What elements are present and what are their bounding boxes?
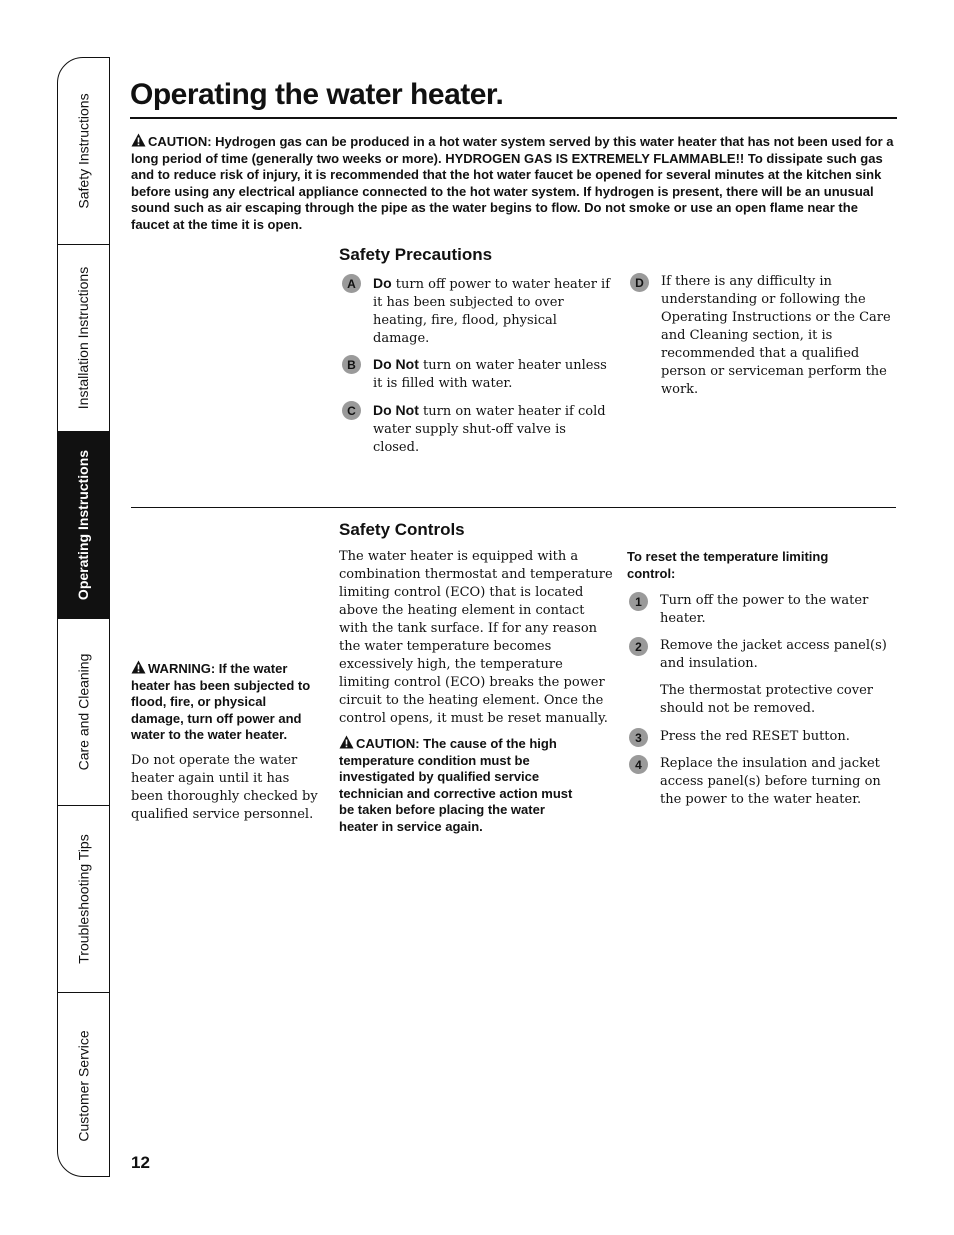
badge-c: C	[342, 401, 361, 420]
tab-customer-service[interactable]	[58, 993, 109, 1177]
tab-troubleshooting-tips[interactable]	[58, 806, 109, 993]
warning-note: Do not operate the water heater again until it has been thoroughly checked by qualified service personnel.	[131, 753, 318, 822]
section-divider	[131, 507, 896, 508]
precaution-item-c	[342, 401, 612, 455]
step-text: Turn off the power to the water heater.	[660, 593, 869, 626]
page-number: 12	[131, 1153, 150, 1172]
tab-operating-instructions[interactable]	[58, 432, 109, 619]
warning-text: WARNING: If the water heater has been subjected to flood, fire, or physical damage, turn off power and water to the water heater.	[131, 661, 311, 742]
badge-b: B	[342, 355, 361, 374]
reset-step-note: The thermostat protective cover should not be removed.	[660, 683, 874, 716]
item-text: turn off power to water heater if it has been subjected to over heating, fire, flood, physical damage.	[373, 277, 611, 346]
warning-block	[131, 660, 321, 744]
warning-triangle-icon	[339, 735, 354, 749]
precaution-item-a	[342, 274, 612, 346]
item-text: turn on water heater unless it is filled with water.	[373, 358, 607, 391]
reset-heading: To reset the temperature limiting control:	[627, 549, 829, 581]
reset-step-4	[629, 755, 899, 807]
page-title: Operating the water heater.	[130, 78, 504, 111]
step-text: Replace the insulation and jacket access panel(s) before turning on the power to the water heater.	[660, 756, 881, 807]
tab-label: Troubleshooting Tips	[75, 834, 92, 964]
tab-label: Customer Service	[75, 1029, 92, 1142]
warning-triangle-icon	[131, 660, 146, 674]
warning-triangle-icon	[131, 133, 146, 147]
item-lead: Do Not	[373, 402, 419, 418]
tab-label: Installation Instructions	[75, 266, 92, 410]
side-tab-bar	[57, 57, 110, 1177]
badge-d: D	[630, 273, 649, 292]
tab-label: Operating Instructions	[75, 449, 92, 601]
step-text: Press the red RESET button.	[660, 729, 850, 744]
tab-care-and-cleaning[interactable]	[58, 619, 109, 806]
item-text: turn on water heater if cold water supply shut-off valve is closed.	[373, 404, 606, 455]
safety-controls-body: The water heater is equipped with a combination thermostat and temperature limiting control (ECO) that is located above the heating element in contact with the tank surface. If for any reason the water temperature becomes excessively high, the temperature limiting control (ECO) breaks the power circuit to the heating element. Once the control opens, it must be reset manually.	[339, 549, 613, 726]
precaution-item-b	[342, 355, 612, 391]
caution-text: CAUTION: The cause of the high temperature condition must be investigated by qualified service technician and corrective action must be taken before placing the water heater in service again.	[339, 736, 573, 834]
tab-safety-instructions[interactable]	[58, 58, 109, 245]
precaution-item-d	[630, 273, 900, 397]
safety-precautions-heading: Safety Precautions	[339, 245, 493, 264]
item-lead: Do Not	[373, 356, 419, 372]
tab-label: Safety Instructions	[75, 93, 92, 209]
safety-controls-heading: Safety Controls	[339, 520, 465, 539]
reset-step-3	[629, 728, 899, 747]
hydrogen-caution	[131, 133, 899, 233]
tab-installation-instructions[interactable]	[58, 245, 109, 432]
badge-4: 4	[629, 755, 648, 774]
badge-1: 1	[629, 592, 648, 611]
item-text: If there is any difficulty in understanding or following the Operating Instructions or the Care and Cleaning section, it is recommended that a qualified person or serviceman perform the work.	[661, 274, 891, 397]
badge-2: 2	[629, 637, 648, 656]
item-lead: Do	[373, 275, 392, 291]
step-text: Remove the jacket access panel(s) and insulation.	[660, 638, 887, 671]
caution-text: CAUTION: Hydrogen gas can be produced in a hot water system served by this water heater that has not been used for a long period of time (generally two weeks or more). HYDROGEN GAS IS EXTREMELY FLAMMABLE!! To dissipate such gas and to reduce risk of injury, it is recommended that the hot water faucet be opened for several minutes at the kitchen sink before using any electrical appliance connected to the hot water system. If hydrogen is present, there will be an unusual sound such as air escaping through the pipe as the water begins to flow. Do not smoke or use an open flame near the faucet at the time it is open.	[131, 134, 894, 232]
tab-label: Care and Cleaning	[75, 653, 92, 771]
eco-caution	[339, 735, 584, 835]
reset-step-2	[629, 637, 899, 671]
reset-step-1	[629, 592, 899, 626]
badge-3: 3	[629, 728, 648, 747]
title-divider	[130, 117, 897, 119]
badge-a: A	[342, 274, 361, 293]
